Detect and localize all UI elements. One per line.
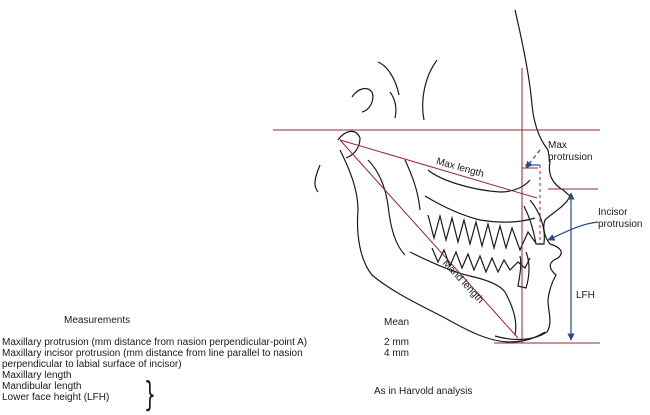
cranial-curve-4 <box>315 165 320 192</box>
skull-outline <box>315 10 570 342</box>
symphysis <box>505 292 516 335</box>
ramus-front <box>368 160 405 255</box>
row-mandibular-length: Mandibular length <box>2 381 82 392</box>
lfh-label: LFH <box>576 290 595 301</box>
forehead-profile <box>515 10 570 244</box>
maxillary-length-line <box>340 140 537 198</box>
incisor-protrusion-arrow <box>548 222 598 240</box>
cranial-curve-3 <box>390 92 396 118</box>
max-protrusion-label-2: protrusion <box>548 152 593 163</box>
orbit-curve <box>423 60 437 120</box>
row-incisor-protrusion-line2: perpendicular to labial surface of incisor) <box>2 359 182 370</box>
row-incisor-protrusion-line1: Maxillary incisor protrusion (mm distance from line parallel to nasion <box>2 348 303 359</box>
max-protrusion-label-1: Max <box>548 140 567 151</box>
maxilla-curve <box>425 196 535 222</box>
row-lower-face-height: Lower face height (LFH) <box>2 392 110 403</box>
upper-incisor <box>524 200 544 244</box>
max-length-label: Max length <box>434 156 486 181</box>
row-maxillary-protrusion: Maxillary protrusion (mm distance from nasion perpendicular-point A) <box>2 337 308 348</box>
row-maxillary-protrusion-mean: 2 mm <box>384 337 409 348</box>
incisor-protrusion-label-1: Incisor <box>598 207 628 218</box>
lower-incisor <box>518 252 529 288</box>
cranial-curve-1 <box>378 62 399 95</box>
mean-header: Mean <box>384 317 410 328</box>
mand-length-label: Mand length <box>439 258 486 306</box>
incisor-protrusion-label-2: protrusion <box>598 219 643 230</box>
row-incisor-protrusion-mean: 4 mm <box>384 348 409 359</box>
cranial-curve-2 <box>352 89 373 112</box>
measurement-arrows <box>525 150 598 340</box>
harvold-note: As in Harvold analysis <box>374 386 473 397</box>
group-brace: } <box>144 375 156 415</box>
row-maxillary-length: Maxillary length <box>2 370 72 381</box>
measurement-lines <box>273 68 600 343</box>
measurements-header: Measurements <box>64 315 131 326</box>
coronoid <box>405 160 420 210</box>
